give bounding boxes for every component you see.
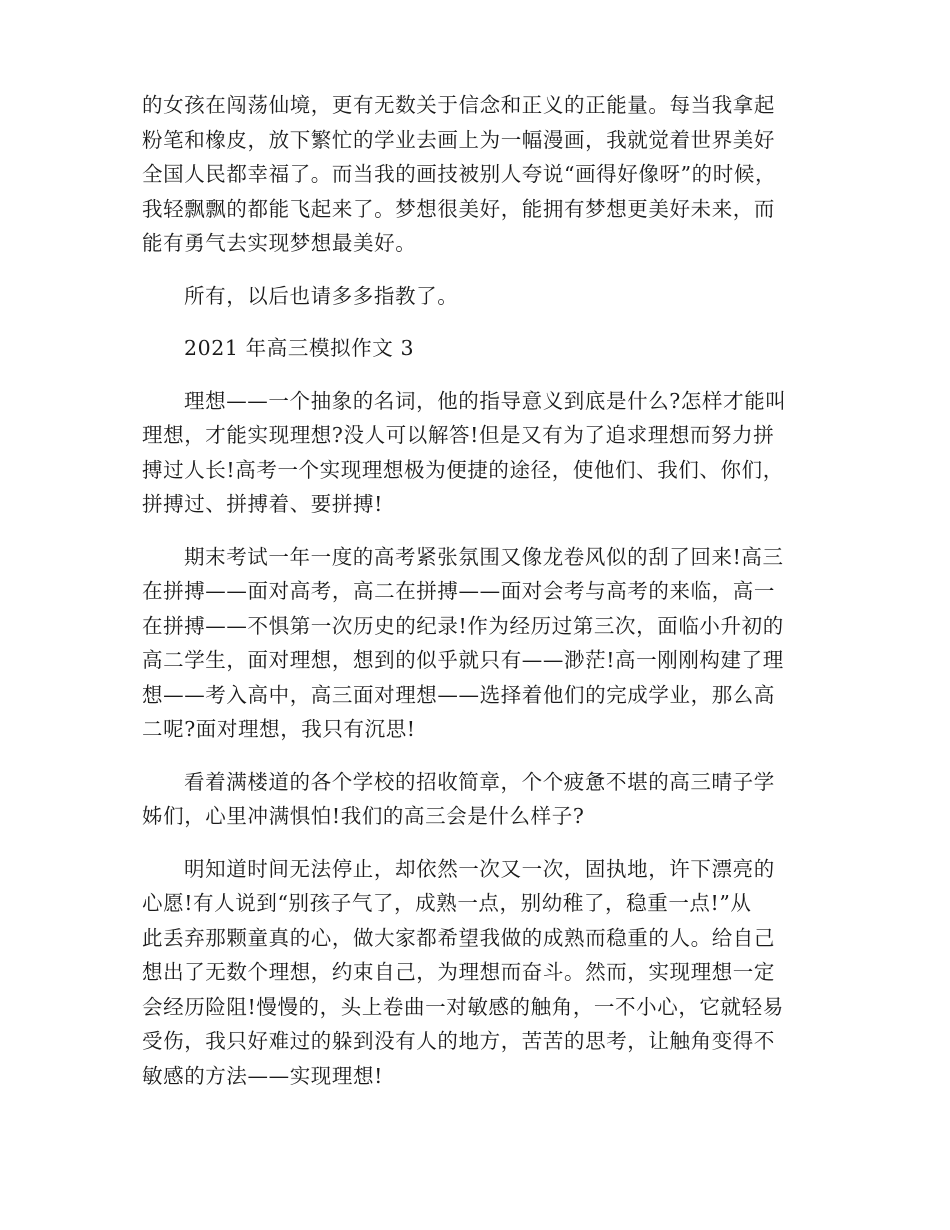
text-line: 明知道时间无法停止，却依然一次又一次，固执地，许下漂亮的	[184, 856, 775, 881]
text-line: 此丢弃那颗童真的心，做大家都希望我做的成熟而稳重的人。给自己	[142, 925, 775, 950]
text-line: 心愿!有人说到“别孩子气了，成熟一点，别幼稚了，稳重一点!”从	[142, 891, 752, 915]
paragraph-4	[142, 384, 812, 522]
text-line: 想——考入高中，高三面对理想——选择着他们的完成学业，那么高	[142, 682, 775, 707]
essay-heading	[142, 331, 812, 366]
text-line: 期末考试一年一度的高考紧张氛围又像龙卷风似的刮了回来!高三	[184, 544, 784, 569]
text-line: 在拼搏——不惧第一次历史的纪录!作为经历过第三次，面临小升初的	[142, 613, 784, 638]
text-line: 高二学生，面对理想，想到的似乎就只有——渺茫!高一刚刚构建了理	[142, 648, 784, 672]
text-line: 所有，以后也请多多指教了。	[184, 283, 459, 308]
text-line: 的女孩在闯荡仙境，更有无数关于信念和正义的正能量。每当我拿起	[142, 93, 775, 117]
text-line: 能有勇气去实现梦想最美好。	[142, 231, 417, 255]
text-line: 二呢?面对理想，我只有沉思!	[142, 717, 416, 741]
text-line: 在拼搏——面对高考，高二在拼搏——面对会考与高考的来临，高一	[142, 579, 775, 603]
paragraph-1	[142, 88, 812, 261]
paragraph-6	[142, 765, 812, 834]
document-body	[142, 88, 812, 1111]
text-line: 搏过人长!高考一个实现理想极为便捷的途径，使他们、我们、你们，	[142, 457, 784, 482]
text-line: 我轻飘飘的都能飞起来了。梦想很美好，能拥有梦想更美好未来，而	[142, 196, 775, 221]
paragraph-2	[142, 279, 812, 314]
text-line: 理想——一个抽象的名词，他的指导意义到底是什么?怎样才能叫	[184, 388, 787, 413]
text-line: 粉笔和橡皮，放下繁忙的学业去画上为一幅漫画，我就觉着世界美好	[142, 127, 775, 152]
text-line: 拼搏过、拼搏着、要拼搏!	[142, 492, 383, 516]
text-line: 姊们，心里冲满惧怕!我们的高三会是什么样子?	[142, 804, 585, 828]
text-line: 2021 年高三模拟作文 3	[184, 336, 415, 360]
text-line: 理想，才能实现理想?没人可以解答!但是又有为了追求理想而努力拼	[142, 423, 775, 447]
text-line: 会经历险阻!慢慢的，头上卷曲一对敏感的触角，一不小心，它就轻易	[142, 994, 784, 1019]
text-line: 想出了无数个理想，约束自己，为理想而奋斗。然而，实现理想一定	[142, 960, 775, 984]
text-line: 看着满楼道的各个学校的招收简章，个个疲惫不堪的高三晴子学	[184, 769, 775, 794]
paragraph-5	[142, 540, 812, 747]
text-line: 受伤，我只好难过的躲到没有人的地方，苦苦的思考，让触角变得不	[142, 1029, 775, 1053]
paragraph-7	[142, 852, 812, 1094]
text-line: 敏感的方法——实现理想!	[142, 1063, 383, 1088]
text-line: 全国人民都幸福了。而当我的画技被别人夸说“画得好像呀”的时候，	[142, 162, 777, 186]
